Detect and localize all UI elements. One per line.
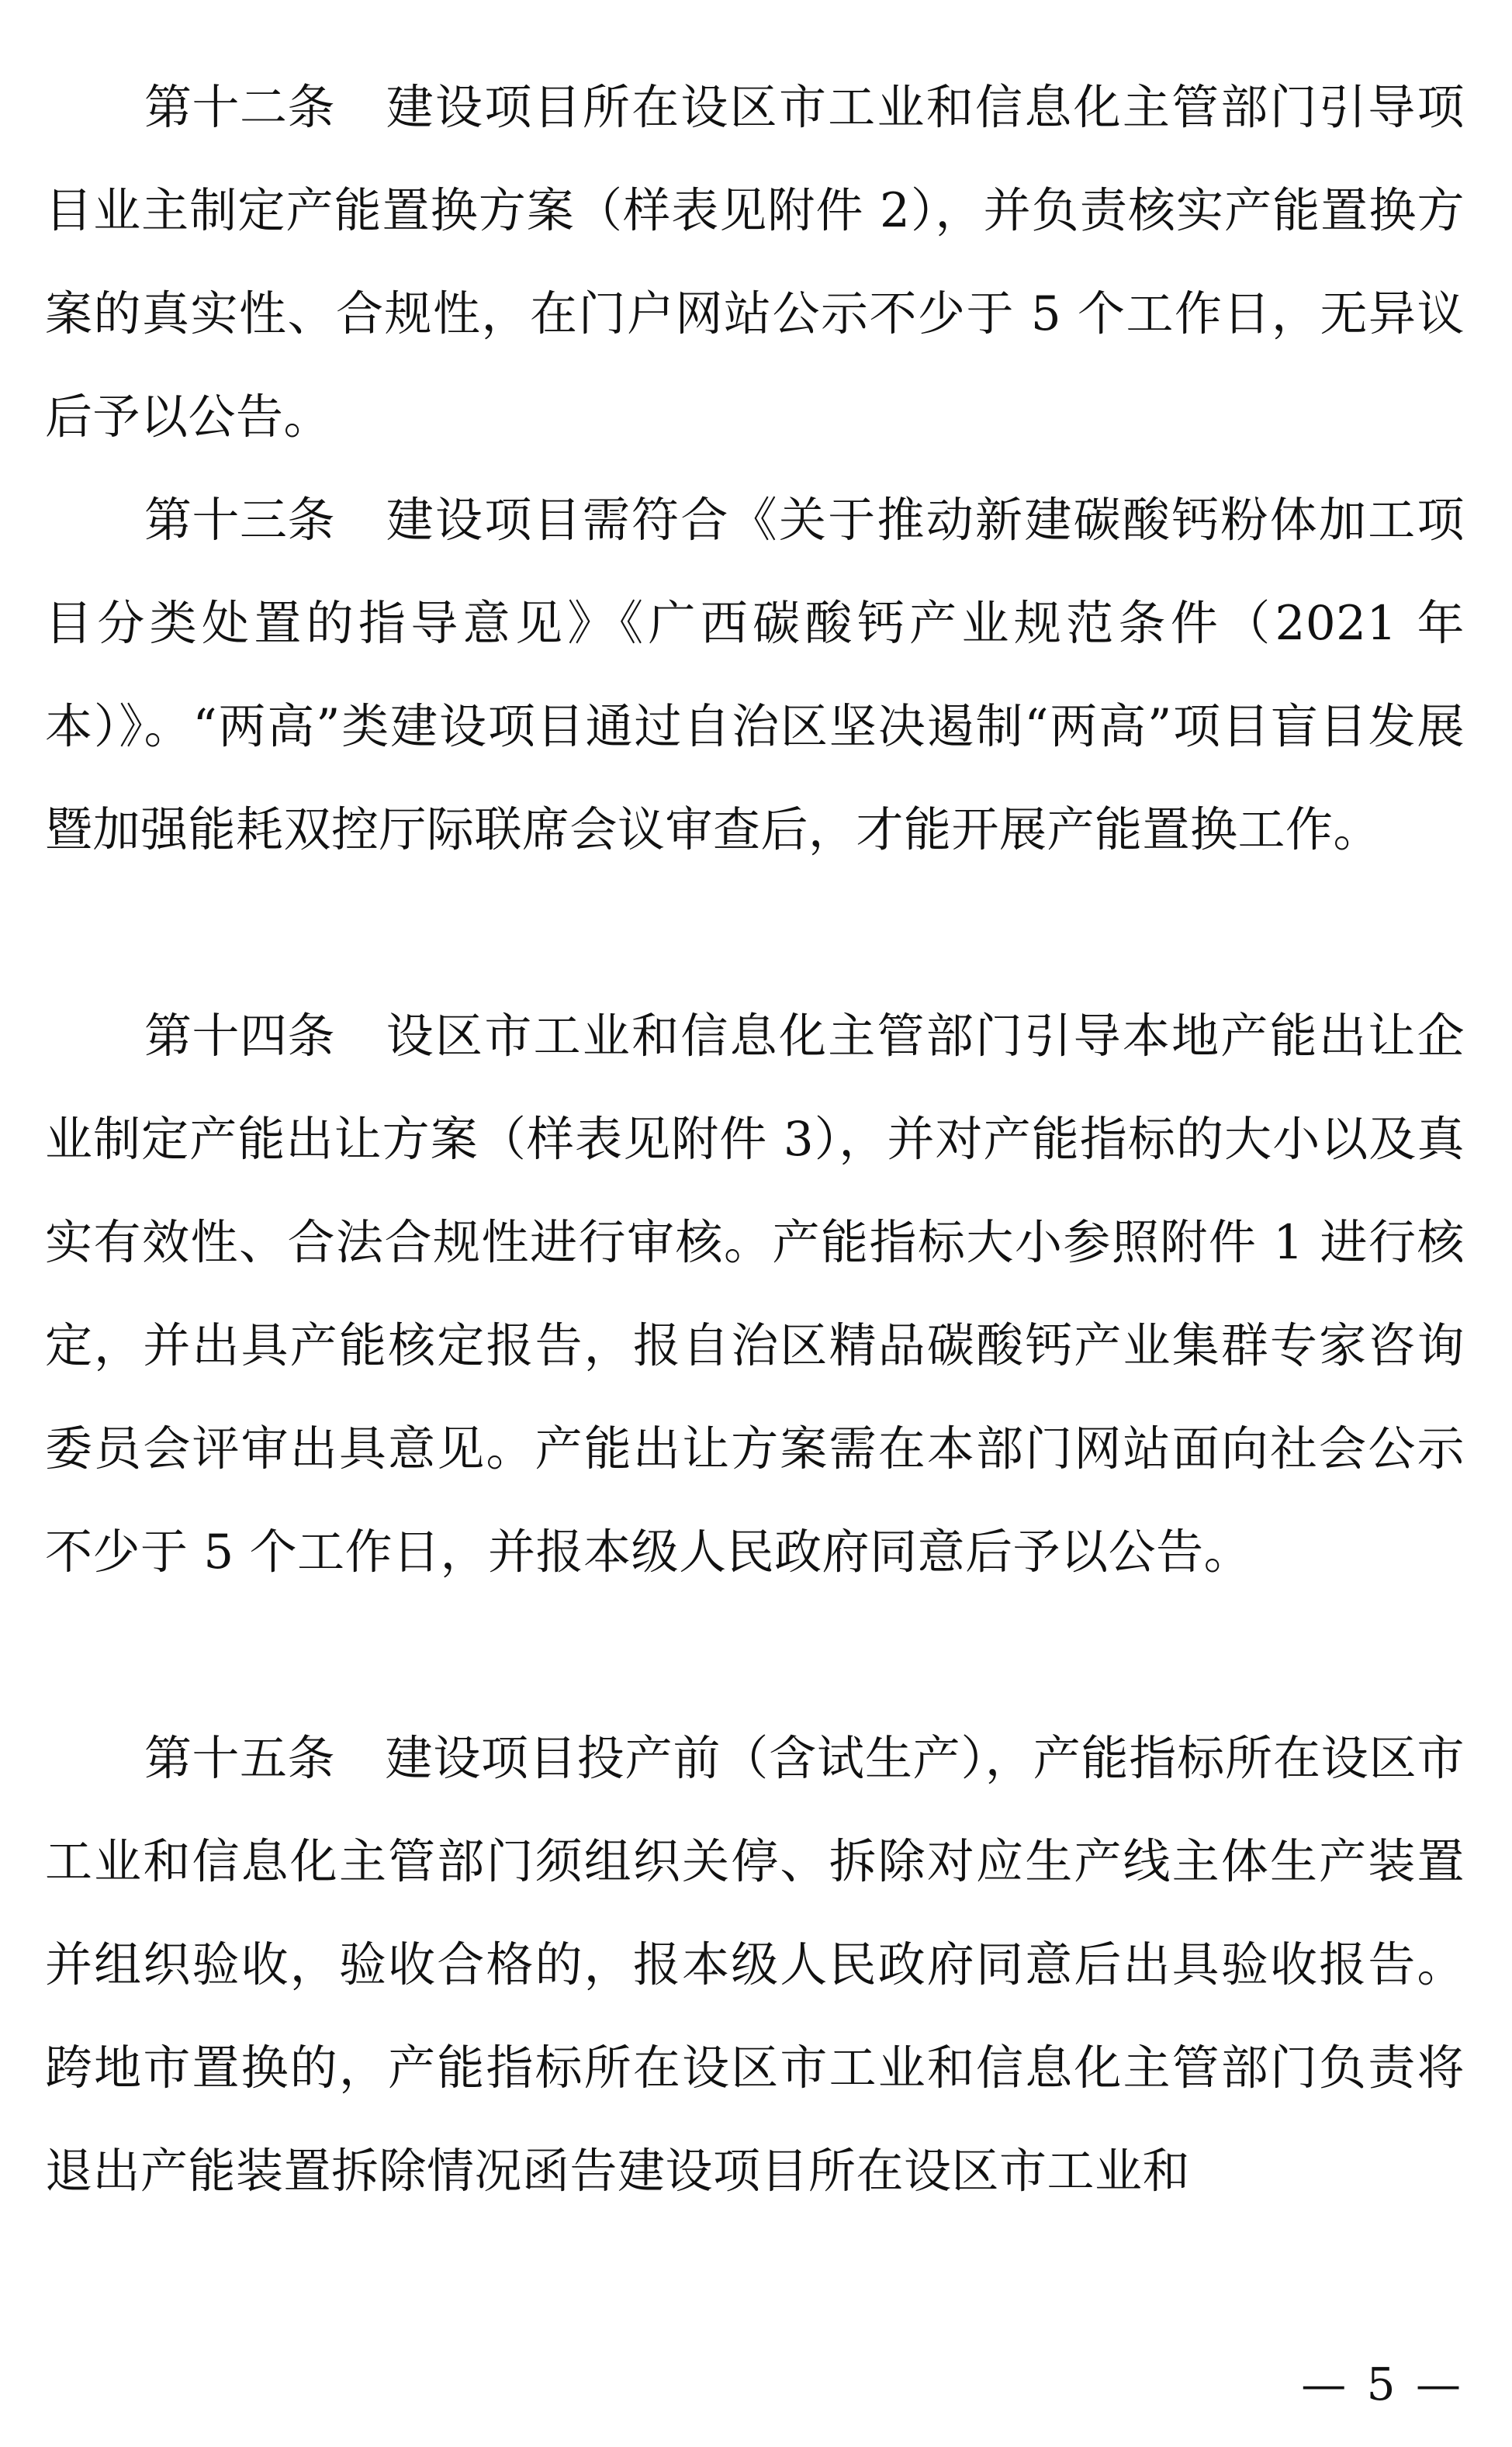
article-14-text: 设区市工业和信息化主管部门引导本地产能出让企业制定产能出让方案（样表见附件 3），并对产能指标的大小以及真实有效性、合法合规性进行审核。产能指标大小参照附件 1 进行核定，并出具产能核定报告，报自治区精品碳酸钙产业集群专家咨询委员会评审出具意见。产能出让方案需在本部门网站面向社会公示不少于 5 个工作日，并报本级人民政府同意后予以公告。: [45, 1009, 1465, 1580]
article-14-paragraph: [45, 985, 1465, 1707]
document-body: [45, 56, 1465, 2223]
article-15-paragraph: [45, 1707, 1465, 2223]
article-12-heading: 第十二条: [144, 80, 336, 135]
article-12-paragraph: [45, 56, 1465, 469]
article-15-heading: 第十五条: [144, 1731, 336, 1786]
article-12-text: 建设项目所在设区市工业和信息化主管部门引导项目业主制定产能置换方案（样表见附件 2），并负责核实产能置换方案的真实性、合规性，在门户网站公示不少于 5 个工作日，无异议后予以公告。: [45, 80, 1465, 445]
article-13-heading: 第十三条: [144, 493, 336, 548]
article-14-heading: 第十四条: [144, 1009, 336, 1064]
article-15-text: 建设项目投产前（含试生产），产能指标所在设区市工业和信息化主管部门须组织关停、拆除对应生产线主体生产装置并组织验收，验收合格的，报本级人民政府同意后出具验收报告。跨地市置换的，产能指标所在设区市工业和信息化主管部门负责将退出产能装置拆除情况函告建设项目所在设区市工业和: [45, 1731, 1465, 2199]
page-number: — 5 —: [1301, 2358, 1464, 2411]
article-13-paragraph: [45, 469, 1465, 985]
article-13-text: 建设项目需符合《关于推动新建碳酸钙粉体加工项目分类处置的指导意见》《广西碳酸钙产业规范条件（2021 年本）》。“两高”类建设项目通过自治区坚决遏制“两高”项目盲目发展暨加强能耗双控厅际联席会议审查后，才能开展产能置换工作。: [45, 493, 1465, 857]
